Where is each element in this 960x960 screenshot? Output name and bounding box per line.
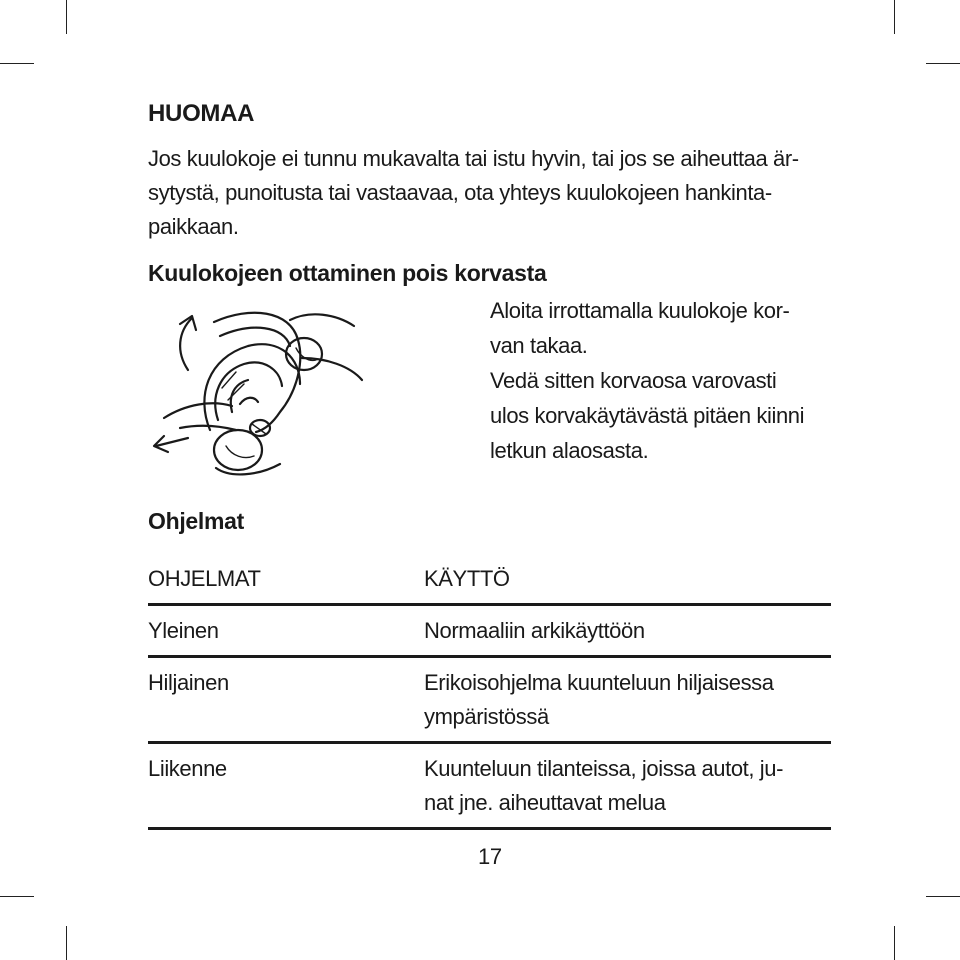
removal-heading: Kuulokojeen ottaminen pois korvasta [148, 260, 547, 286]
notice-line: Jos kuulokoje ei tunnu mukavalta tai istu hyvin, tai jos se aiheuttaa är- [148, 146, 799, 171]
crop-mark [926, 63, 960, 64]
program-usage-line: Kuunteluun tilanteissa, joissa autot, ju- [424, 756, 784, 781]
crop-mark [66, 0, 67, 34]
program-name: Liikenne [148, 756, 227, 781]
program-name: Yleinen [148, 618, 219, 643]
removal-instruction-line: Vedä sitten korvaosa varovasti [490, 368, 777, 393]
column-header-usage: KÄYTTÖ [424, 566, 510, 591]
removal-instruction-line: letkun alaosasta. [490, 438, 649, 463]
table-rule [148, 741, 831, 744]
notice-title: HUOMAA [148, 100, 255, 127]
removal-instruction-line: ulos korvakäytävästä pitäen kiinni [490, 403, 805, 428]
program-usage-line: ympäristössä [424, 704, 549, 729]
crop-mark [894, 926, 895, 960]
notice-line: sytystä, punoitusta tai vastaavaa, ota yhteys kuulokojeen hankinta- [148, 180, 772, 205]
page-number: 17 [478, 844, 502, 869]
crop-mark [894, 0, 895, 34]
crop-mark [926, 896, 960, 897]
hand-removing-hearing-aid-illustration [140, 300, 370, 480]
table-rule [148, 827, 831, 830]
programs-heading: Ohjelmat [148, 508, 245, 534]
table-rule [148, 603, 831, 606]
table-rule [148, 655, 831, 658]
removal-instruction-line: Aloita irrottamalla kuulokoje kor- [490, 298, 790, 323]
program-usage-line: Erikoisohjelma kuunteluun hiljaisessa [424, 670, 774, 695]
removal-instruction-line: van takaa. [490, 333, 588, 358]
program-usage-line: Normaaliin arkikäyttöön [424, 618, 645, 643]
program-usage-line: nat jne. aiheuttavat melua [424, 790, 666, 815]
notice-line: paikkaan. [148, 214, 239, 239]
program-name: Hiljainen [148, 670, 229, 695]
crop-mark [66, 926, 67, 960]
crop-mark [0, 896, 34, 897]
crop-mark [0, 63, 34, 64]
column-header-programs: OHJELMAT [148, 566, 261, 591]
